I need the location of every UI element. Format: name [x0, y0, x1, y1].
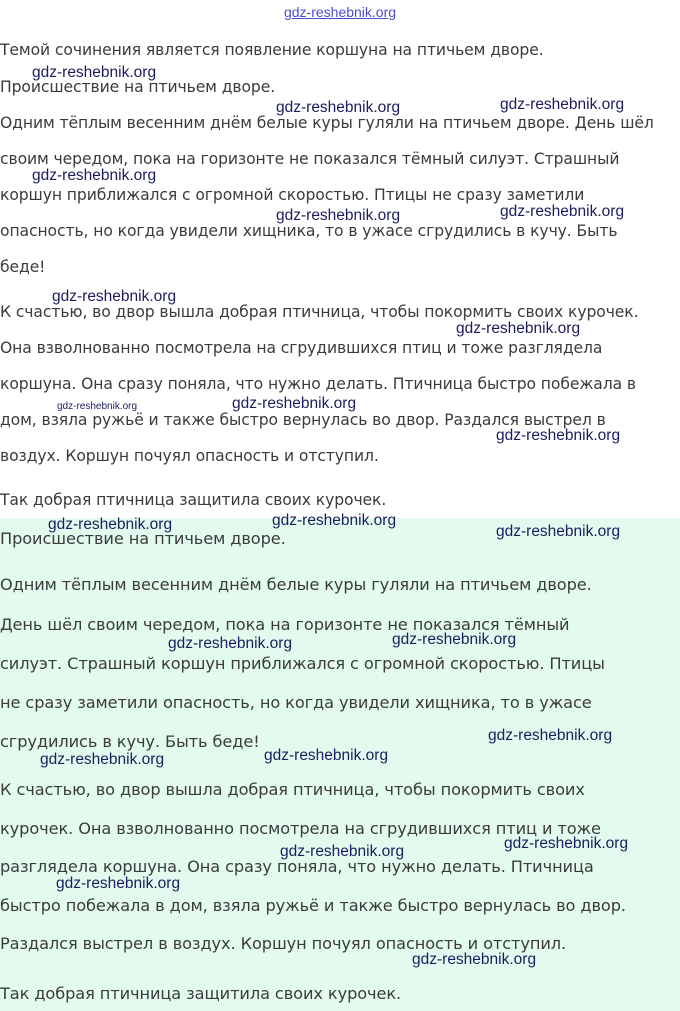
- watermark: gdz-reshebnik.org: [232, 395, 357, 412]
- text-line: Одним тёплым весенним днём белые куры гуляли на птичьем дворе. День шёл: [0, 114, 654, 132]
- text-line: своим чередом, пока на горизонте не показался тёмный силуэт. Страшный: [0, 150, 620, 168]
- text-line: быстро побежала в дом, взяла ружьё и также быстро вернулась во двор.: [0, 896, 626, 915]
- site-header-link[interactable]: gdz-reshebnik.org: [283, 4, 397, 20]
- watermark: gdz-reshebnik.org: [488, 727, 613, 744]
- watermark: gdz-reshebnik.org: [496, 427, 621, 444]
- watermark: gdz-reshebnik.org: [57, 401, 138, 412]
- watermark: gdz-reshebnik.org: [264, 747, 389, 764]
- text-line: коршун приближался с огромной скоростью. Птицы не сразу заметили: [0, 186, 585, 204]
- text-line: сгрудились в кучу. Быть беде!: [0, 732, 260, 751]
- text-line: опасность, но когда увидели хищника, то в ужасе сгрудились в кучу. Быть: [0, 222, 618, 240]
- watermark: gdz-reshebnik.org: [496, 523, 621, 540]
- text-line: разглядела коршуна. Она сразу поняла, что нужно делать. Птичница: [0, 857, 594, 876]
- text-line: коршуна. Она сразу поняла, что нужно делать. Птичница быстро побежала в: [0, 375, 637, 393]
- watermark: gdz-reshebnik.org: [48, 516, 173, 533]
- watermark: gdz-reshebnik.org: [168, 635, 293, 652]
- watermark: gdz-reshebnik.org: [500, 96, 625, 113]
- watermark: gdz-reshebnik.org: [504, 835, 629, 852]
- text-line: Так добрая птичница защитила своих курочек.: [0, 491, 387, 509]
- watermark: gdz-reshebnik.org: [40, 751, 165, 768]
- watermark: gdz-reshebnik.org: [56, 875, 181, 892]
- watermark: gdz-reshebnik.org: [392, 631, 517, 648]
- watermark: gdz-reshebnik.org: [52, 288, 177, 305]
- text-line: курочек. Она взволнованно посмотрела на сгрудившихся птиц и тоже: [0, 819, 601, 838]
- text-line: Так добрая птичница защитила своих курочек.: [0, 984, 402, 1003]
- watermark: gdz-reshebnik.org: [32, 167, 157, 184]
- text-line: Раздался выстрел в воздух. Коршун почуял опасность и отступил.: [0, 934, 567, 953]
- text-line: беде!: [0, 258, 46, 276]
- text-line: Она взволнованно посмотрела на сгрудившихся птиц и тоже разглядела: [0, 339, 603, 357]
- watermark: gdz-reshebnik.org: [412, 951, 537, 968]
- watermark: gdz-reshebnik.org: [280, 843, 405, 860]
- text-line: не сразу заметили опасность, но когда увидели хищника, то в ужасе: [0, 693, 592, 712]
- watermark: gdz-reshebnik.org: [276, 99, 401, 116]
- text-line: К счастью, во двор вышла добрая птичница, чтобы покормить своих курочек.: [0, 303, 639, 321]
- text-line: дом, взяла ружьё и также быстро вернулась во двор. Раздался выстрел в: [0, 411, 606, 429]
- text-line: Одним тёплым весенним днём белые куры гуляли на птичьем дворе.: [0, 575, 592, 594]
- watermark: gdz-reshebnik.org: [456, 320, 581, 337]
- essay-title: Происшествие на птичьем дворе.: [0, 78, 276, 96]
- text-line: К счастью, во двор вышла добрая птичница, чтобы покормить своих: [0, 780, 585, 799]
- essay-topic: Темой сочинения является появление коршуна на птичьем дворе.: [0, 41, 544, 59]
- watermark: gdz-reshebnik.org: [500, 203, 625, 220]
- watermark: gdz-reshebnik.org: [276, 207, 401, 224]
- text-line: День шёл своим чередом, пока на горизонте не показался тёмный: [0, 615, 570, 634]
- watermark: gdz-reshebnik.org: [32, 64, 157, 81]
- text-line: воздух. Коршун почуял опасность и отступил.: [0, 447, 379, 465]
- text-line: силуэт. Страшный коршун приближался с огромной скоростью. Птицы: [0, 654, 605, 673]
- essay-title: Происшествие на птичьем дворе.: [0, 529, 286, 548]
- watermark: gdz-reshebnik.org: [272, 512, 397, 529]
